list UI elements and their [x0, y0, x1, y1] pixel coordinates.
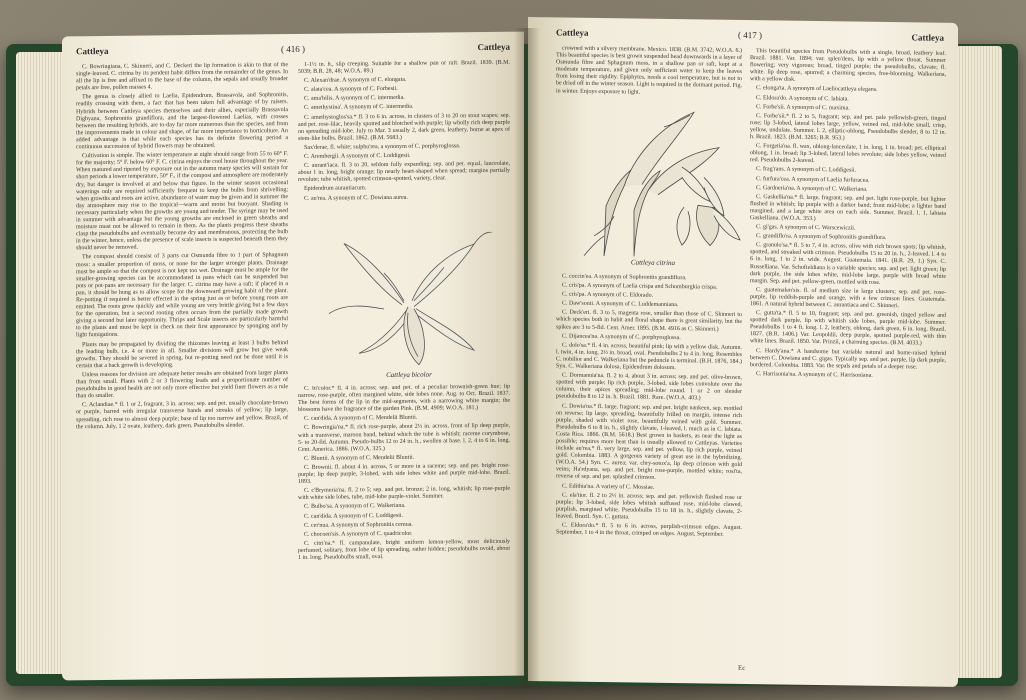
- signature-mark: Ec: [738, 663, 746, 673]
- paragraph: crowned with a silvery membrane. Mexico. 1838. (B.M. 3742; W.O.A. 6.) This beautiful species is best grown suspended head downwards in a layer of Osmunda fibre and Sphagnum moss, in a shallow pan or raft, kept at a moderate temperature, and given only sufficient water to keep the leaves from losing their rigidity. Epiphytes, needs a cool temperature, but is not to be dried off in the winter season. Light is required in the dormant period. Fig. in winter. Enjoys exposure to light.: [556, 45, 742, 96]
- entry: C. furfura'cea. A synonym of Laelia furfuracea.: [756, 175, 870, 184]
- entry: C. Dijancea'na. A synonym of C. porphyroglossa.: [562, 333, 681, 341]
- entry: C. guatemalen'sis. fl. of medium size in large clusters; sep. and pet. rose-purple, lip reddish-purple and orange, with a few crimson lines. Guatemala. 1861. A natural hybrid between C. aurantiaca and C. Skinneri.: [750, 286, 946, 310]
- left-header-left: Cattleya: [76, 45, 109, 57]
- entry: C. Eldora'do. A synonym of C. labiata.: [756, 94, 849, 103]
- page-edges-left: [16, 52, 68, 674]
- entry: C. grandiflo'ra. A synonym of Sophronitis grandiflora.: [756, 233, 887, 242]
- right-page-number: ( 417 ): [738, 29, 762, 41]
- entry: C. Arembergii. A synonym of C. Loddigesii.: [304, 152, 411, 160]
- left-column-1: [76, 62, 288, 672]
- right-header-left: Cattleya: [556, 27, 589, 38]
- left-header-right: Cattleya: [477, 41, 510, 53]
- entry: C. Gaskellia'na.* fl. large, fragrant; sep. and pet. light rose-purple, but lighter flushed in whitish; lip purple with a darker band; front mid-lobe; a lighter band margined, and a large white area on each side. Summer. Brazil. l. 1, labiata Gaskelliana. (W.O.A. 353.): [750, 193, 946, 222]
- paragraph: C. Aclandiae.* fl. 1 or 2, fragrant, 3 in. across; sep. and pet. usually chocolate-brown or purple, barred with irregular transverse bands and streaks of yellow; lip large, spreading, rich rose to almost deep purple; base of lip too narrow and yellow. Brazil, of the column. July, 1 2 ovate, leathery, dark green. Pseudobulbs slender.: [76, 400, 288, 430]
- right-column-1: [556, 273, 742, 662]
- entry: C. amethystoglos'sa.* fl. 3 to 6 in. across, in clusters of 3 to 20 on stout scapes; sep. and pet. rose-lilac, heavily spotted and blotched with purple; lip wholly rich deep purple on spreading mid-lobe. July to Mar. 3 usually 2, dark green, leathery, borne at apex of stem-like bulbs. Brazil. 1862. (B.M. 5683.): [298, 112, 510, 142]
- entry: Sax'derae, fl. white; sulphu'rea, a synonym of C. porphyroglossa.: [304, 143, 461, 151]
- figure-caption: Cattleya bicolor: [386, 370, 432, 380]
- entry: This beautiful species from Pseudobulbs with a single, broad, leathery leaf. Brazil. 1881. Var. 1894; var. splen'dens, lip with a yellow throat. Summer flowering; very vigorous; broad, tinged purple; the pseudobulbs, clavate; fl. white. lip deep rose, spurred; a charming species, free-blooming. Walkeriana, with a yellow disk.: [750, 48, 946, 84]
- entry: C. cris'pa. A synonym of Laelia crispa and Schomburgkia crispa.: [562, 282, 718, 291]
- paragraph: Cultivation is simple. The winter temperature at night should range from 55 to 60° F. for the majority; 5° F. below 60° F. C. citrina enjoys the cool house throughout the year. When matured and ripened by exposure out in the autumn many species will sustain for short periods a lower temperature, 50° F., if the compost and atmosphere are moderately dry, but danger is involved at and below that figure. In the winter season occasional waterings only are required sufficiently frequent to keep the bulbs from shrivelling; when growths and roots are active, abundance of water may be given and in summer the day atmosphere may rise to the tropical—warm and moist but buoyant. Shading is necessary particularly when the growths are young and tender. The syringe may be used in summer with advantage but the young growths are enclosed in green sheaths and moisture must not be allowed to remain in them. As the plants progress these sheaths clasp the pseudobulbs and eventually become dry and membranous, protecting the bulb in the winter, hence, unless the presence of scale insects is suspected beneath them they should never be removed.: [76, 151, 288, 252]
- entry: C. granulo'sa.* fl. 5 to 7, 4 in. across, olive with rich brown spots; lip whitish, spotted, and streaked with crimson. Pseudobulbs 15 to 20 in. h., 2-leaved. l. 4 to 6 in. long, 1 to 2 in. wide. August. Guatemala. 1841. (B.R. 29, 1.) Syn. C. Russelliana. Var. Schofieldiana is a variable species; sep. and pet. light green; lip dark purple, the side lobes white, mid-lobe large, purple with broad white margin. Sep. and pet. yellow-green, mottled with rose.: [750, 242, 946, 286]
- entry: Epidendrum aurantiacum.: [304, 185, 367, 193]
- entry: C. frag'rans. A synonym of C. Loddigesii.: [756, 166, 857, 174]
- entry: C. Forbe'sii. A synonym of C. maxima.: [756, 103, 850, 112]
- entry: C. Eldora'do.* fl. 5 to 6 in. across, purplish-crimson edges. August. September, 1 to 4 in the throat, crimped on edges. August, September.: [556, 522, 742, 538]
- cattleya-citrina-illustration: [564, 106, 742, 258]
- entry: C. Alexan'drae. A synonym of C. elongata.: [304, 76, 407, 85]
- entry: C. Daw'sonii. A synonym of C. Luddemanniana.: [562, 300, 679, 309]
- right-column-1-top: [556, 45, 742, 110]
- entry: C. au'rea. A synonym of C. Dowiana aurea.: [304, 194, 408, 202]
- entry: C. Harrisonia'na. A synonym of C. Harrisoniana.: [756, 371, 873, 379]
- entry: C. Forbe'sii.* fl. 2 to 5, fragrant; sep. and pet. pale yellowish-green, tinged rose; lip 3-lobed, lateral lobes large, yellow, veined red, mid-lobe small, crisp, yellow, undulate. Summer. l. 2, elliptic-oblong, Pseudobulbs slender, 8 to 12 in. h. Brazil. 1823. (B.M. 3265; B.R. 953.): [750, 112, 946, 142]
- right-page: [528, 17, 958, 687]
- entry: C. amethystina'. A synonym of C. intermedia.: [304, 104, 414, 112]
- left-page-number: ( 416 ): [281, 43, 305, 55]
- left-page: [62, 32, 524, 681]
- entry: C. Bluntii. A synonym of C. Mendelii Bluntii.: [304, 454, 415, 462]
- paragraph: C. Bowringiana, C. Skinneri, and C. Deckeri the lip formation is akin to that of the single-leaved. C. citrina by its pendent habit differs from the remainder of the genus. In all the lip is free and affixed to the base of the column, the sepals and usually broader petals are free, pollen masses 4.: [76, 62, 288, 92]
- entry: C. Hardy'ana.* A handsome but variable natural and home-raised hybrid between C. Dowiana and C. gigas. Typically sep. and pet. purple, lip dark purple, bordered. Colombia. 1883. Var. the sepals and petals of a deeper rose.: [750, 347, 946, 371]
- entry: C. cris'pa. A synonym of C. Eldorado.: [562, 291, 654, 299]
- left-column-2-top: [298, 60, 510, 234]
- entry: C. cer'nua. A synonym of Sophronitis cernua.: [304, 521, 413, 529]
- entry: C. alata'cea. A synonym of C. Forbesii.: [304, 86, 398, 94]
- paragraph: Unless reasons for division are adequate better results are obtained from larger plants than from small. Plants with 2 or 3 flowering leads and a proportionate number of pseudobulbs in good health are not only more effective but yield finer flowers as a rule than do smaller.: [76, 369, 288, 400]
- entry: C. Gardneria'na. A synonym of C. Walkeriana.: [756, 184, 868, 193]
- paragraph: Plants may be propagated by dividing the rhizomes leaving at least 3 bulbs behind the leading bulb, i.e. 4 or more in all. Smaller divisions will grow but give weak growths. They should be severed in spring, but re-potting need not be done until it is certain that a back growth is developing.: [76, 339, 288, 370]
- paragraph: The compost should consist of 3 parts cut Osmunda fibre to 1 part of Sphagnum moss: a smaller proportion of moss, or none for the larger stronger plants. Drainage must be ample so that the compost is not kept too wet. Drainage must be ample for the smaller-growing species can be accommodated in pans which can be suspended but pots or pot-pans are necessary for the larger. C. citrina may have a raft; if placed in a pan, it should be hung as to allow scope for the downward growing habit of the plant. Re-potting if required is better effected in the spring just as or before young roots are emitted. The roots grow quickly and while young are very brittle giving but a few days for the operation, but a second rooting often occurs from the partially made growth giving a second but later opportunity. Thrips and Scale insects are particularly harmful to the plants and must be kept in check on their first appearance by sponging and by light fumigations.: [76, 252, 288, 339]
- entry: C. elonga'ta. A synonym of Laeliocattleya elegans.: [756, 85, 878, 94]
- page-edges-right: [954, 46, 1002, 678]
- entry: C. ama'bilis. A synonym of C. intermedia.: [304, 95, 405, 103]
- entry: C. dolo'sa.* fl. 4 in. across, beautiful pink; lip with a yellow disk. Autumn. l. twin, 4 in. long, 2½ in. broad, oval. Pseudobulbs 2 to 4 in. long. Resembles C. nobilior and C. Walkeriana but the peduncle is terminal. (B.H. 1876, 184.) Syn. C. Walkeriana dolosa, Epidendrum dolosum.: [556, 342, 742, 372]
- entry: 1-1½ in. h., slip creeping. Suitable for a shallow pan or raft. Brazil. 1839. (B.M. 5039; B.R. 28, 48; W.O.A. 89.): [298, 59, 510, 76]
- entry: C. Edithia'na. A variety of C. Mossiae.: [562, 483, 655, 491]
- entry: C. ela'tior. fl. 2 to 2½ in. across; sep. and pet. yellowish flushed rose or purple; lip 3-lobed, side lobes whitish suffused rose, mid-lobe clawed, purplish, margined white. Pseudobulbs 15 to 18 in. h., slightly clavate, 2-leaved. Brazil. Syn. C. guttata.: [556, 492, 742, 521]
- entry: C. Dormannia'na. fl. 2 to 4, about 3 in. across; sep. and pet. olive-brown, spotted with purple; lip rich purple, 3-lobed, side lobes convolute over the column, their apices spreading; mid-lobe round. 1 or 2 on slender pseudobulbs 8 to 12 in. h. Brazil. 1881. Rare. (W.O.A. 403.): [556, 372, 742, 402]
- entry: C. coccin'ea. A synonym of Sophronitis grandiflora.: [562, 273, 687, 282]
- entry: C. Forgetia'na. fl. wax, oblong-lanceolate, 1 in. long, 1 in. broad; pet. elliptical oblong, 1 in. broad; lip 3-lobed, lateral lobes revolute; side lobes yellow, veined red. Pseudobulbs 2-leaved.: [750, 143, 946, 165]
- entry: C. can'dida. A synonym of C. Loddigesii.: [304, 512, 404, 520]
- entry: C. bi'color.* fl. 4 in. across; sep. and pet. of a peculiar brownish-green hue; lip narrow, rose-purple, often margined white, side lobes none. Aug. to Oct. Brazil. 1837. The best forms of the lip in the mid-segments, with a narrowing white margin; the blossoms have the fragrance of the garden Pink. (B.M. 4909; W.O.A. 181.): [298, 383, 510, 414]
- figure-caption: Cattleya citrina: [630, 258, 676, 268]
- right-column-2: [750, 48, 946, 665]
- entry: C. chocoen'sis. A synonym of C. quadricolor.: [304, 530, 413, 538]
- entry: C. c'Brymeria'na. fl. 2 to 5; sep. and pet. bronze; 2 in. long, whitish; lip rose-purple with white side lobes, tube, mid-lobe purple-violet. Summer.: [298, 485, 510, 502]
- left-column-2-bottom: [298, 384, 510, 670]
- entry: C. Bowringia'na.* fl. rich rose-purple, about 2½ in. across, front of lip deep purple, with a transverse, maroon band, behind which the tube is whitish; raceme corymbose, 5- to 20-fld. Autumn. Pseudo-bulbs 12 to 24 in. h., swollen at base. l. 2, 4 to 6 in. long. Cent. America. 1886. (W.O.A. 325.): [298, 423, 510, 453]
- entry: C. Brownii. fl. about 4 in. across, 5 or more in a raceme; sep. and pet. bright rose-purple; lip deep purple, 3-lobed, with side lobes white and purple mid-lobe. Brazil. 1893.: [298, 462, 510, 486]
- entry: C. gutta'ta.* fl. 5 to 10, fragrant; sep. and pet. greenish, tinged yellow and spotted dark purple, lip with whitish side lobes, purple mid-lobe. Summer. Pseudobulbs 1 to 4 ft. long. l. 2, leathery, oblong, dark green, 6 in. long. Brazil. 1827. (B.R. 1406.) Var. Leopoldii, deep purple, spotted purple-red, with thin white lines. Brazil. 1850. Var. Prinzii, a charming species. (B.M. 4033.): [750, 310, 946, 347]
- left-page-header: [76, 42, 510, 63]
- entry: C. can'dida. A synonym of C. Mendelii Bluntii.: [304, 415, 418, 423]
- entry: C. gi'gas. A synonym of C. Warscewiczii.: [756, 224, 856, 232]
- cattleya-bicolor-illustration: [324, 232, 494, 374]
- entry: C. Deck'eri. fl. 3 to 5, magenta rose, smaller than those of C. Skinneri to which species both in habit and floral shape there is great similarity, but the spikes are 3 to 5-fld. Cent. Amer. 1895. (B.M. 4916 as C. Skinneri.): [556, 309, 742, 333]
- entry: C. aurant'iaca. fl. 3 to 20, seldom fully expanding; sep. and pet. equal, lanceolate, about 1 in. long, bright orange; lip nearly heart-shaped when spread; margins partially revolute; tube whitish, spotted crimson-spotted, variety, clear.: [298, 160, 510, 184]
- paragraph: The genus is closely allied to Laelia, Epidendrum, Brassavola, and Sophronitis, readily crossing with them, a fact that has been taken full advantage of by raisers. Hybrids between Cattleya species themselves and their allies, especially Brassavola Digbyana, Sophronitis grandiflora, and the largest-flowered Laelias, with crosses between the resulting hybrids, are to-day far more numerous than the species, and from the improvements made in colour and shape, of far more importance to horticulture. An added advantage is that while each species has its definite flowering period a continuous succession of hybrid flowers may be obtained.: [76, 92, 288, 151]
- entry: C. citri'na.* fl. campanulate, bright uniform lemon-yellow, most deliciously perfumed, solitary, front lobe of lip spreading, rather hidden; pseudobulbs ovoid, about 1 in. long. Pseudobulbs small, oval.: [298, 538, 510, 561]
- entry: C. Dowia'na.* fl. large, fragrant; sep. and pet. bright nankeen, sep. mottled on reverse; lip large, spreading, beautifully frilled on margin, intense rich purple, shaded with violet rose, beautifully veined with gold. Summer. Pseudobulbs 6 to 8 in. h., slightly clavate, 1-leaved, l. much as in C. labiata. Costa Rica. 1866. (B.M. 5618.) Best grown in baskets, as near the light as possible; requires more heat than is usually allowed to Cattleyas. Varieties include au'rea,* fl. very large, sep. and pet. yellow, lip rich purple, veined gold. Colombia. 1883. A gorgeous variety of great use in the hybridizing. (W.O.A. 54.) Syn. C. aurea; var. chry-sotox'a, lip deep crimson with gold veins; Ha'rdyana, sep. and pet. bright rose-purple, mottled white; rosi'ta, reverse of sep. and pet. splashed crimson.: [556, 402, 742, 482]
- entry: C. Bulbo'sa. A synonym of C. Walkeriana.: [304, 503, 406, 511]
- right-header-right: Cattleya: [911, 32, 944, 43]
